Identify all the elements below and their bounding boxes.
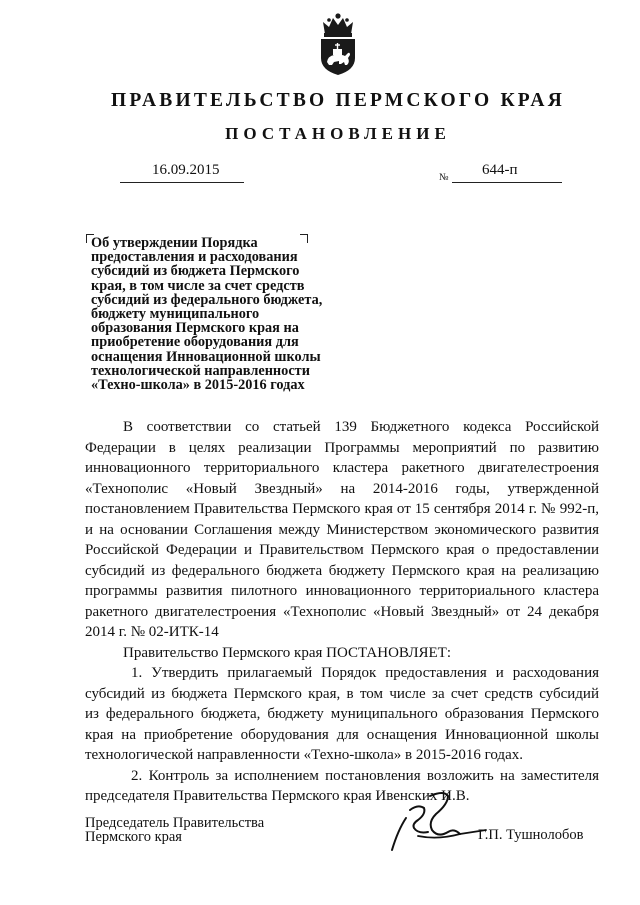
signatory-title: [85, 816, 264, 844]
subject-line: бюджету муниципального: [91, 306, 260, 323]
body-line: 2014 г. № 02-ИТК-14: [85, 624, 219, 640]
document-type: ПОСТАНОВЛЕНИЕ: [225, 124, 451, 143]
body-line: программы развития пилотного инновационного территориального кластера: [85, 583, 599, 599]
body-line: субсидий из бюджета Пермского края, в том числе за счет средств субсидий: [85, 685, 599, 702]
subject-line: технологической направленности: [91, 362, 310, 379]
body-line: из федерального бюджета, бюджету муниципального образования Пермского: [85, 706, 599, 722]
body-line: субсидий из федерального бюджета бюджету Пермского края на реализацию: [85, 562, 599, 579]
subject-line: оснащения Инновационной школы: [91, 348, 321, 365]
signatory-title-line: Председатель Правительства: [85, 815, 265, 831]
document-number: 644-п: [482, 162, 518, 178]
document-date: 16.09.2015: [152, 162, 220, 178]
signatory-title-line: Пермского края: [85, 829, 182, 845]
subject-heading: [91, 236, 341, 392]
body-line: председателя Правительства Пермского края Ивенских И.В.: [85, 788, 470, 804]
subject-line: субсидий из федерального бюджета,: [91, 291, 323, 308]
body-line: технологической направленности «Техно-школа» в 2015-2016 годах.: [85, 747, 523, 763]
body-line: Федерации в целях реализации Программы мероприятий по развитию: [85, 439, 599, 456]
body-line: Российской Федерации и Правительством Пермского края о предоставлении: [85, 542, 599, 558]
handwritten-signature: [388, 790, 488, 852]
body-line: края на приобретение оборудования для оснащения Инновационной школы: [85, 726, 599, 743]
body-line: 1. Утвердить прилагаемый Порядок предоставления и расходования: [131, 665, 599, 681]
body-line: инновационного территориального кластера ракетного двигателестроения: [85, 460, 599, 476]
organization-title: ПРАВИТЕЛЬСТВО ПЕРМСКОГО КРАЯ: [111, 90, 565, 111]
perm-coat-of-arms-icon: [317, 12, 359, 76]
body-line: ракетного двигателестроения «Технополис «Новый Звездный» от 24 декабря: [85, 603, 599, 620]
body-line: и на основании Соглашения между Министерством экономического развития: [85, 521, 599, 538]
body-line: постановлением Правительства Пермского края от 15 сентября 2014 г. № 992-п,: [85, 501, 599, 517]
resolves-line: Правительство Пермского края ПОСТАНОВЛЯЕТ:: [123, 644, 452, 661]
number-sign: №: [439, 172, 449, 183]
subject-line: предоставления и расходования: [91, 249, 298, 266]
subject-line: края, в том числе за счет средств: [91, 277, 305, 294]
body-line: В соответствии со статьей 139 Бюджетного кодекса Российской: [123, 419, 599, 435]
subject-line: приобретение оборудования для: [91, 334, 299, 351]
subject-line: образования Пермского края на: [91, 320, 299, 337]
subject-line: «Техно-школа» в 2015-2016 годах: [91, 377, 305, 394]
body-line: 2. Контроль за исполнением постановления возложить на заместителя: [131, 767, 599, 784]
subject-line: субсидий из бюджета Пермского: [91, 263, 300, 280]
subject-line: Об утверждении Порядка: [91, 235, 258, 251]
body-line: «Технополис «Новый Звездный» на 2014-2016 годы, утвержденной: [85, 480, 599, 497]
document-body: [85, 417, 599, 807]
signatory-name: Г.П. Тушнолобов: [478, 827, 584, 843]
